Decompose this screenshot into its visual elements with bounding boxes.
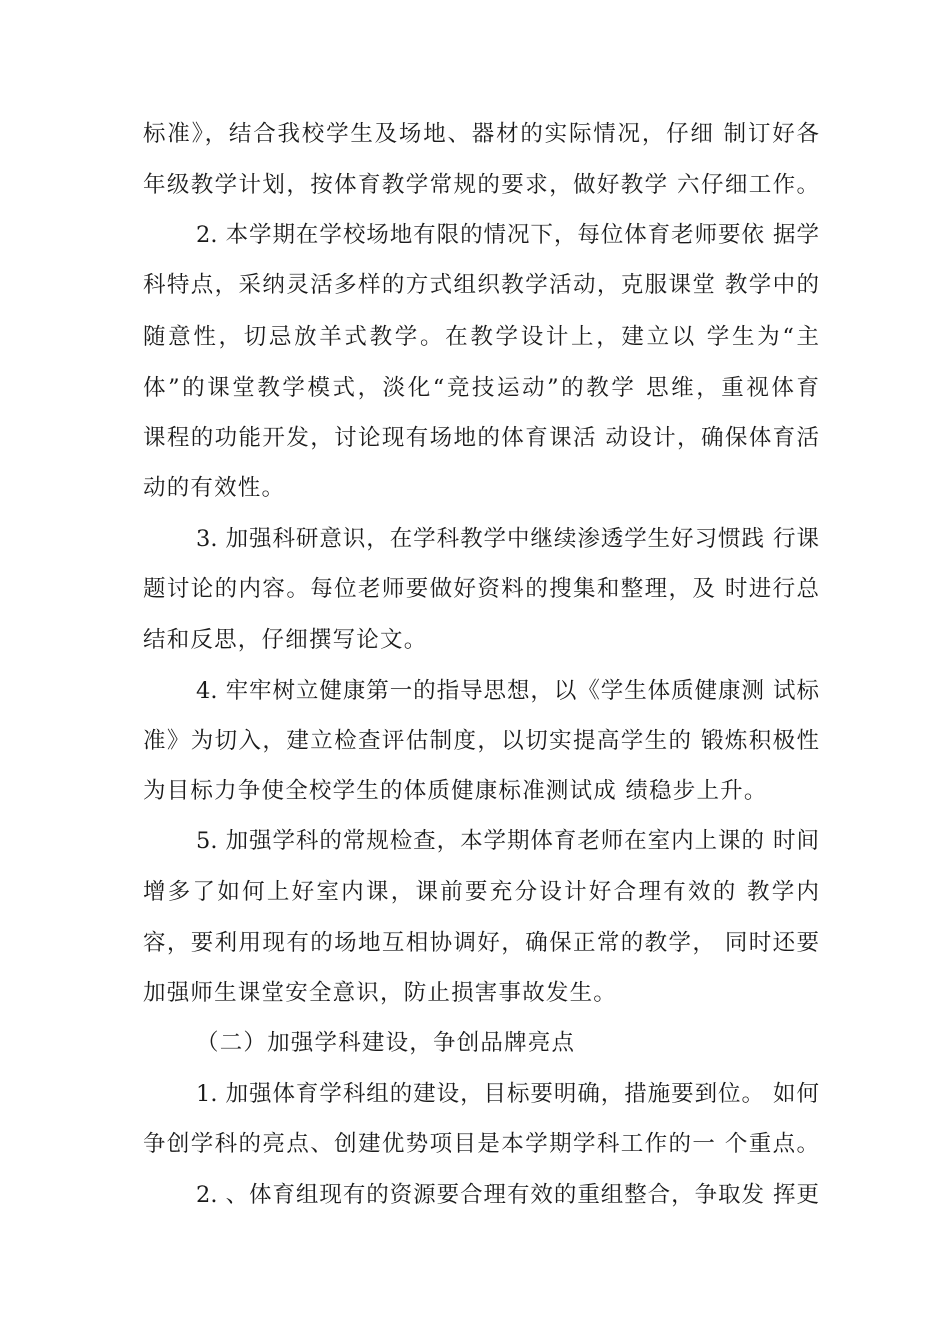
paragraph-line: 4. 牢牢树立健康第一的指导思想，以《学生体质健康测 试标 <box>196 678 819 704</box>
paragraph-line: 科特点，采纳灵活多样的方式组织教学活动，克服课堂 教学中的 <box>143 272 819 298</box>
paragraph-line: 准》为切入，建立检查评估制度，以切实提高学生的 锻炼积极性 <box>143 728 819 754</box>
paragraph-line: 5. 加强学科的常规检查，本学期体育老师在室内上课的 时间 <box>196 828 819 854</box>
paragraph-line: 为目标力争使全校学生的体质健康标准测试成 绩稳步上升。 <box>143 778 768 804</box>
paragraph-line: 年级教学计划，按体育教学常规的要求，做好教学 六仔细工作。 <box>143 172 819 198</box>
paragraph-line: 加强师生课堂安全意识，防止损害事故发生。 <box>143 980 618 1006</box>
paragraph-line: 容，要利用现有的场地互相协调好，确保正常的教学， 同时还要 <box>143 930 819 956</box>
paragraph-line: 题讨论的内容。每位老师要做好资料的搜集和整理，及 时进行总 <box>143 576 819 602</box>
paragraph-line: 结和反思，仔细撰写论文。 <box>143 627 428 653</box>
paragraph-line: 课程的功能开发，讨论现有场地的体育课活 动设计，确保体育活 <box>143 425 819 451</box>
paragraph-line: 体”的课堂教学模式，淡化“竞技运动”的教学 思维，重视体育 <box>143 375 819 401</box>
paragraph-line: 3. 加强科研意识，在学科教学中继续渗透学生好习惯践 行课 <box>196 526 819 552</box>
paragraph-line: 1. 加强体育学科组的建设，目标要明确，措施要到位。 如何 <box>196 1081 819 1107</box>
paragraph-line: 2. 、体育组现有的资源要合理有效的重组整合，争取发 挥更 <box>196 1182 819 1208</box>
paragraph-line: 随意性，切忌放羊式教学。在教学设计上，建立以 学生为“主 <box>143 324 819 350</box>
paragraph-line: 增多了如何上好室内课，课前要充分设计好合理有效的 教学内 <box>143 879 819 905</box>
paragraph-line: 2. 本学期在学校场地有限的情况下，每位体育老师要依 据学 <box>196 222 819 248</box>
paragraph-line: 争创学科的亮点、创建优势项目是本学期学科工作的一 个重点。 <box>143 1131 819 1157</box>
section-heading: （二）加强学科建设，争创品牌亮点 <box>196 1030 576 1056</box>
paragraph-line: 标准》，结合我校学生及场地、器材的实际情况，仔细 制订好各 <box>143 121 819 147</box>
paragraph-line: 动的有效性。 <box>143 475 286 501</box>
